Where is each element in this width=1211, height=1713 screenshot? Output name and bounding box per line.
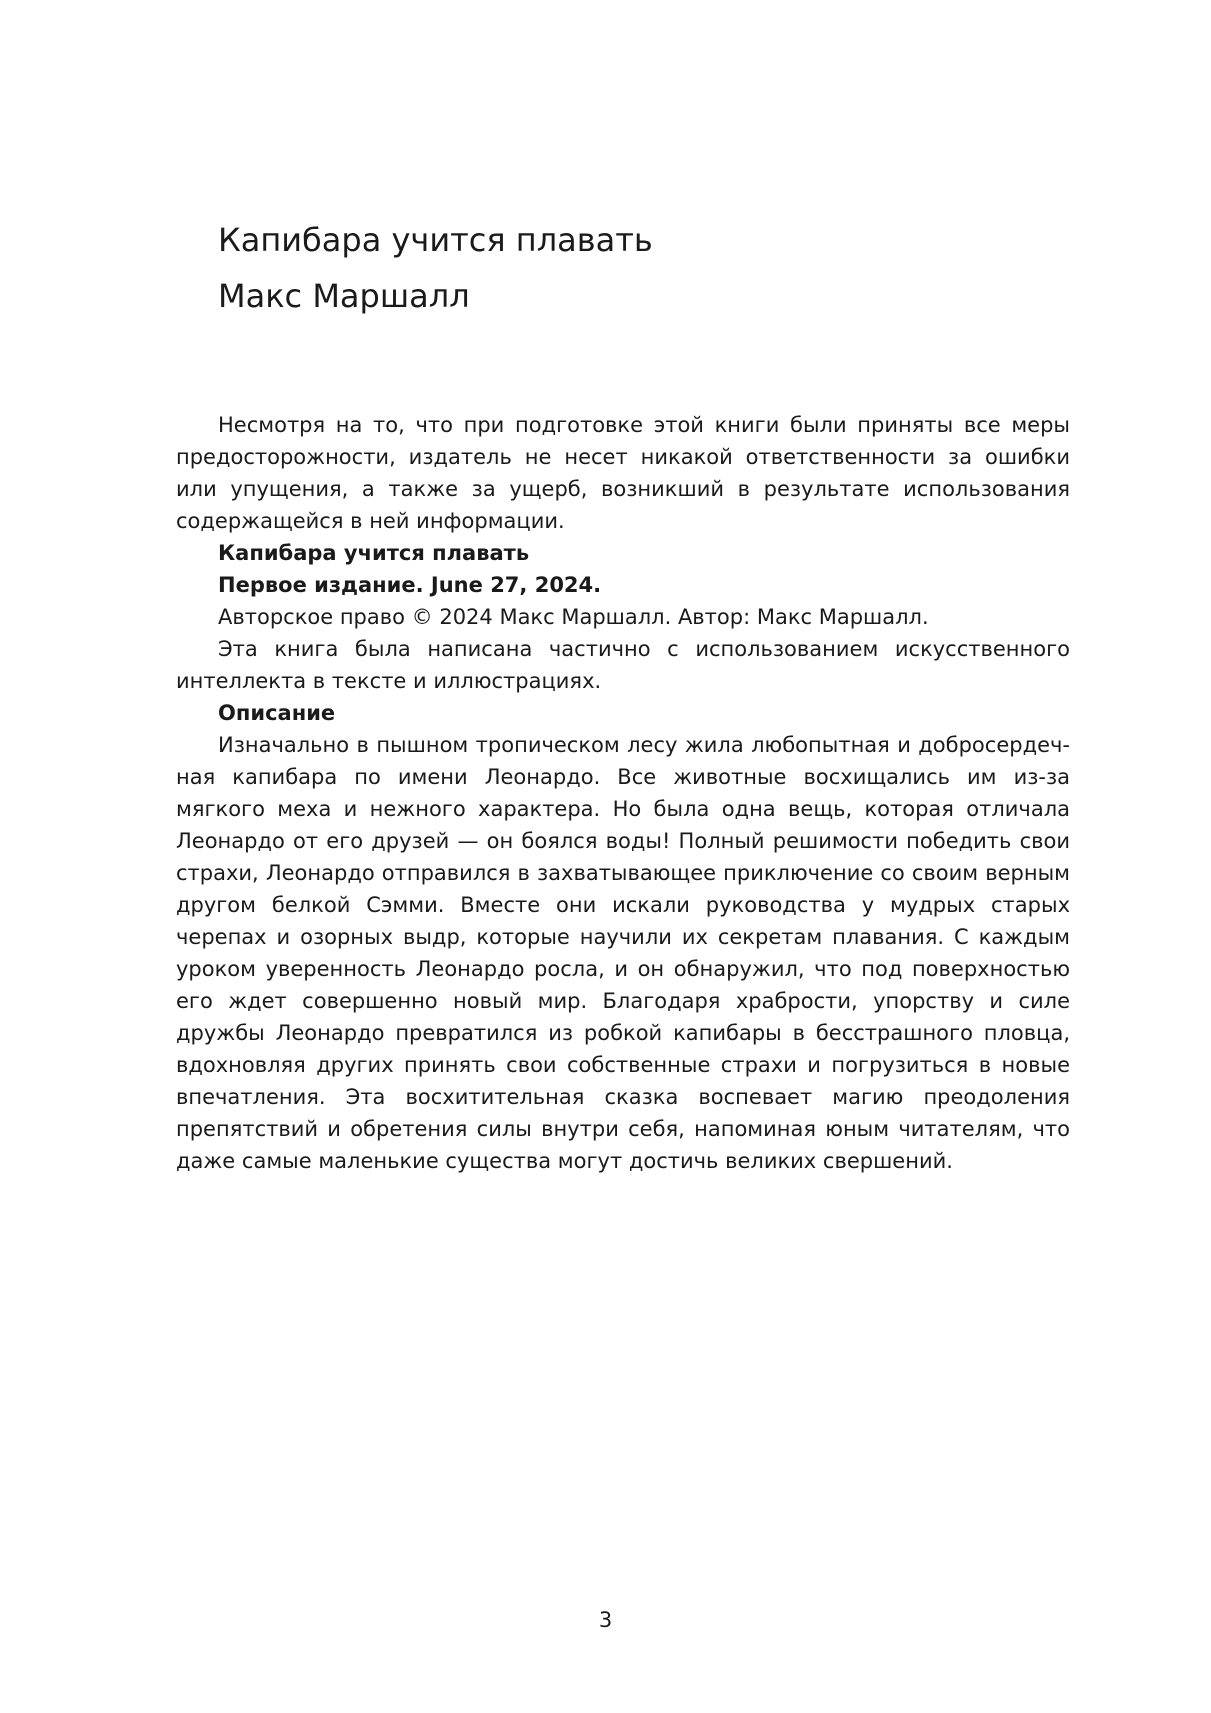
description-paragraph: Изначально в пышном тропическом лесу жила любопытная и добросердечная капибара по имени Леонардо. Все животные восхищались им из-за мягкого меха и нежного характера. Но была одна вещь, которая отличала Леонардо от его друзей — он боялся воды! Полный решимости победить свои страхи, Леонардо отправился в захватывающее приключение со своим верным другом белкой Сэмми. Вместе они искали руководства у мудрых старых черепах и озорных выдр, которые научили их секретам плавания. С каждым уроком уверенность Леонардо росла, и он обнаружил, что под поверхностью его ждет совершенно новый мир. Благодаря храбрости, упорству и силе дружбы Леонардо превратился из робкой капибары в бесстрашного пловца, вдохновляя других принять свои собственные страхи и погрузиться в новые впечатления. Эта восхитительная сказка воспевает магию преодоления препятствий и обретения силы внутри себя, напоминая юным читателям, что даже самые маленькие существа могут достичь великих свершений. [176, 733, 1070, 1173]
copyright-line: Авторское право © 2024 Макс Маршалл. Автор: Макс Маршалл. [218, 605, 929, 629]
book-author: Макс Маршалл [218, 277, 470, 315]
book-title: Капибара учится плавать [218, 221, 653, 259]
disclaimer-paragraph: Несмотря на то, что при подготовке этой книги были приняты все меры предосторожности, издатель не несет никакой ответственности за ошибки или упущения, а также за ущерб, возникший в результате использования содержащейся в ней информации. [176, 413, 1070, 533]
ai-note-paragraph: Эта книга была написана частично с использованием искусственного интеллекта в тексте и иллюстрациях. [176, 637, 1070, 693]
title-line: Капибара учится плавать [218, 541, 530, 565]
front-matter [176, 409, 1070, 1177]
page-number: 3 [598, 1608, 613, 1632]
title-block [218, 212, 1078, 324]
description-heading: Описание [218, 701, 336, 725]
edition-line: Первое издание. June 27, 2024. [218, 573, 602, 597]
